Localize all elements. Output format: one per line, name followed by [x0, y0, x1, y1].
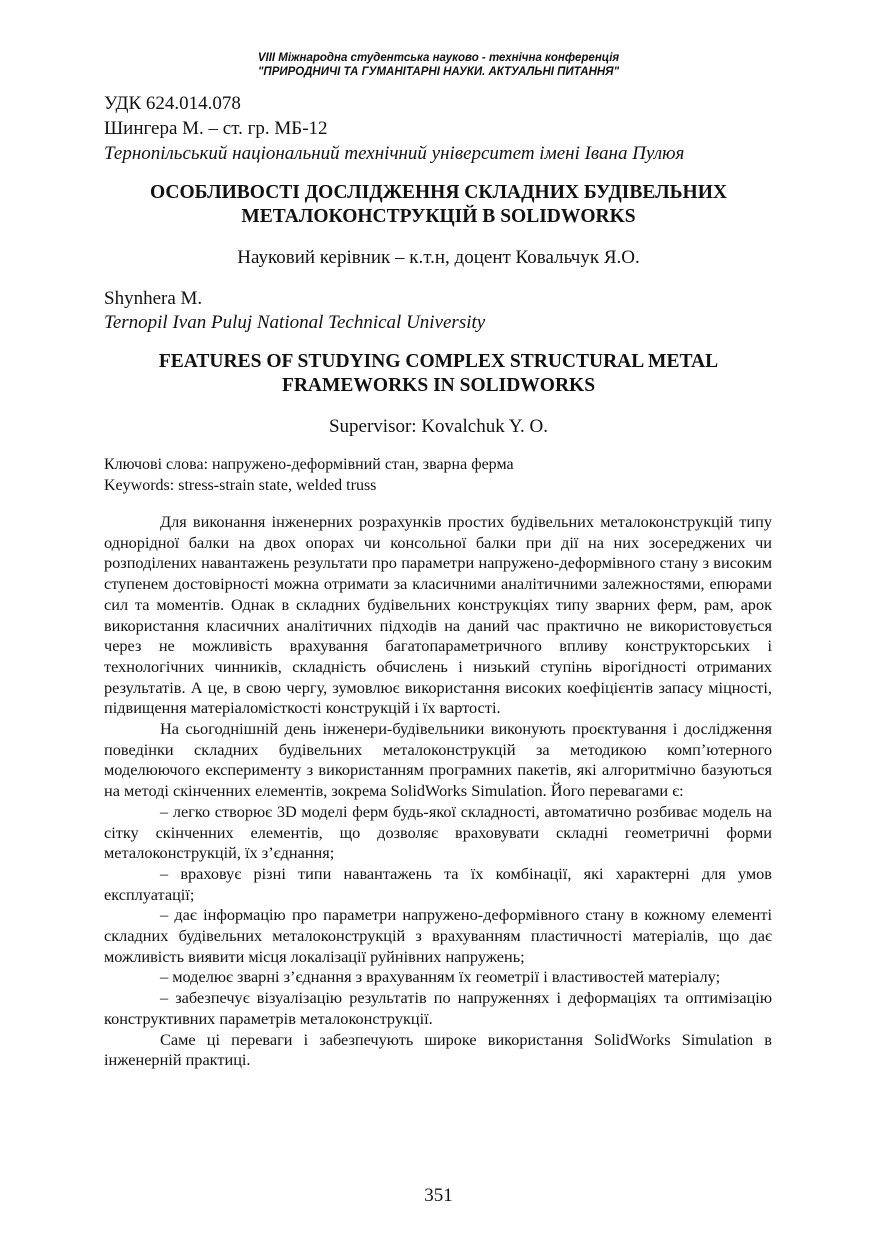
author-ua: Шингера М. – ст. гр. МБ-12 — [104, 118, 328, 139]
list-item: – легко створює 3D моделі ферм будь-якої складності, автоматично розбиває модель на сітку скінченних елементів, що дозволяє враховувати складні геометричні форми металоконструкцій, їх з’єднання; — [104, 801, 772, 863]
author-en: Shynhera M. — [104, 288, 203, 309]
keywords-en: Keywords: stress-strain state, welded truss — [104, 477, 377, 494]
page-number: 351 — [424, 1185, 453, 1206]
list-item: – моделює зварні з’єднання з врахуванням їх геометрії і властивостей матеріалу; — [160, 967, 721, 987]
keywords-ua: Ключові слова: напружено-деформівний стан, зварна ферма — [104, 456, 514, 473]
affiliation-en: Ternopil Ivan Puluj National Technical University — [104, 312, 486, 333]
list-item: – дає інформацію про параметри напружено-деформівного стану в кожному елементі складних будівельних металоконструкцій з врахуванням пластичності матеріалів, що дає можливість виявити місця локалізації руйнівних напружень; — [104, 905, 772, 966]
list-item: – забезпечує візуалізацію результатів по напруженнях і деформаціях та оптимізацію конструктивних параметрів металоконструкції. — [104, 988, 772, 1028]
conference-header-line2: "ПРИРОДНИЧІ ТА ГУМАНІТАРНІ НАУКИ. АКТУАЛЬНІ ПИТАННЯ" — [257, 66, 620, 78]
list-item: – враховує різні типи навантажень та їх комбінації, які характерні для умов експлуатації; — [104, 863, 772, 904]
paragraph: На сьогоднішній день інженери-будівельники виконують проєктування і дослідження поведінки складних будівельних металоконструкцій за методикою комп’ютерного моделюючого експерименту з використанням програмних пакетів, які алгоритмічно базуються на методі скінченних елементів, зокрема SolidWorks Simulation. Його перевагами є: — [104, 719, 772, 801]
title-en: FEATURES OF STUDYING COMPLEX STRUCTURAL METAL FRAMEWORKS IN SOLIDWORKS — [158, 351, 719, 396]
supervisor-en: Supervisor: Kovalchuk Y. O. — [328, 416, 548, 437]
title-ua: ОСОБЛИВОСТІ ДОСЛІДЖЕННЯ СКЛАДНИХ БУДІВЕЛЬНИХ МЕТАЛОКОНСТРУКЦІЙ В SOLIDWORKS — [150, 182, 727, 227]
paragraph: Саме ці переваги і забезпечують широке використання SolidWorks Simulation в інженерній практиці. — [104, 1029, 772, 1070]
paragraph: Для виконання інженерних розрахунків простих будівельних металоконструкцій типу однорідної балки на двох опорах чи консольної балки при дії на них зосереджених чи розподілених навантажень результати про параметри напружено-деформівного стану з високим ступенем достовірності можна отримати за класичними аналітичними залежностями, епюрами сил та моментів. Однак в складних будівельних конструкціях типу зварних ферм, рам, арок використання класичних аналітичних підходів на даний час практично не використовується через не можливість врахування багатопараметричного впливу конструкторських і технологічних чинників, складність обчислень і низький ступінь вірогідності отриманих результатів. А це, в свою чергу, зумовлює використання високих коефіцієнтів запасу міцності, підвищення матеріаломісткості конструкцій і їх вартості. — [104, 512, 772, 718]
udk-code: УДК 624.014.078 — [104, 93, 241, 114]
body-text — [104, 512, 772, 1071]
affiliation-ua: Тернопільський національний технічний університет імені Івана Пулюя — [104, 143, 685, 164]
supervisor-ua: Науковий керівник – к.т.н, доцент Ковальчук Я.О. — [237, 247, 640, 268]
conference-header-line1: VIII Міжнародна студентська науково - технічна конференція — [257, 52, 620, 64]
